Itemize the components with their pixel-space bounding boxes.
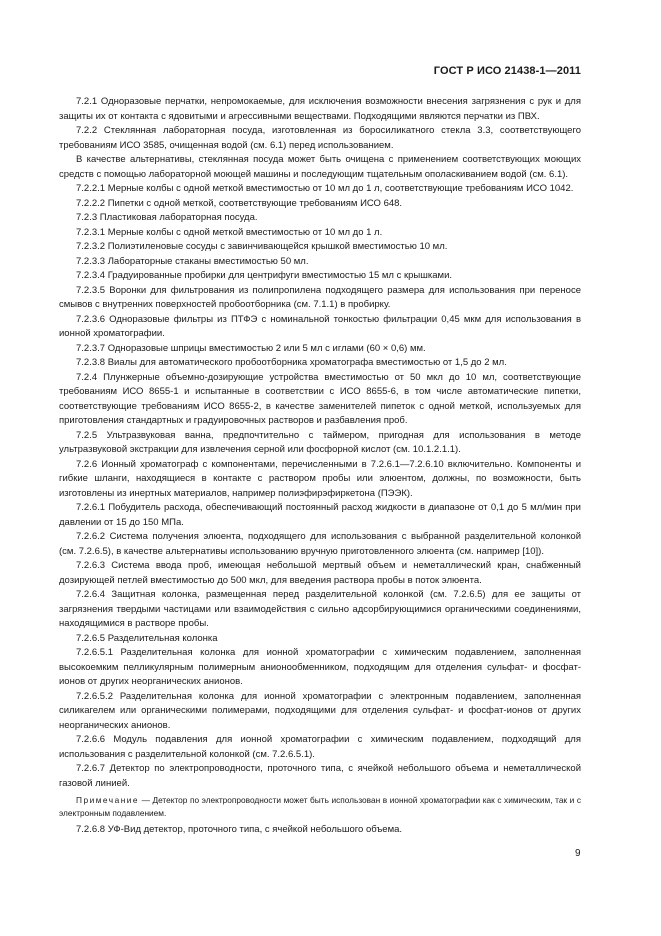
paragraph: 7.2.6.4 Защитная колонка, размещенная перед разделительной колонкой (см. 7.2.6.5) для ее защиты от загрязнения твердыми частицами или взаимодействия с сильно адсорбирующимися органическими соединениями, находящимися в растворе пробы.: [59, 589, 581, 629]
paragraph: 7.2.1 Одноразовые перчатки, непромокаемые, для исключения возможности внесения загрязнения с рук и для защиты их от контакта с ядовитыми и агрессивными веществами. Подходящими являются перчатки из ПВХ.: [59, 96, 581, 122]
note-lead: Примечание: [76, 795, 140, 805]
paragraph: 7.2.6.5.1 Разделительная колонка для ионной хроматографии с химическим подавлением, заполненная высокоемким пелликулярным полимерным анионообменником, подходящим для отделения сульфат- и фосфат-ионов от других неорганических анионов.: [59, 647, 581, 687]
paragraph: 7.2.6.5.2 Разделительная колонка для ионной хроматографии с электронным подавлением, заполненная силикагелем или органическими полимерами, подходящими для отделения сульфат- и фосфат-ионов от других неорганических анионов.: [59, 690, 581, 731]
paragraph: 7.2.6.7 Детектор по электропроводности, проточного типа, с ячейкой небольшого объема и неметаллической газовой линией.: [59, 763, 581, 789]
paragraph: 7.2.2.1 Мерные колбы с одной меткой вместимостью от 10 мл до 1 л, соответствующие требованиям ИСО 1042.: [76, 183, 574, 194]
paragraph: 7.2.3.4 Градуированные пробирки для центрифуги вместимостью 15 мл с крышками.: [76, 270, 453, 281]
note: [59, 794, 581, 819]
paragraph: 7.2.6.3 Система ввода проб, имеющая небольшой мертвый объем и неметаллический кран, снабженный дозирующей петлей вместимостью до 500 мкл, для введения раствора пробы в поток элюента.: [59, 560, 581, 586]
paragraph: 7.2.3.3 Лабораторные стаканы вместимостью 50 мл.: [76, 255, 309, 267]
paragraph: 7.2.5 Ультразвуковая ванна, предпочтительно с таймером, пригодная для использования в методе ультразвуковой экстракции для извлечения серной или фосфорной кислот (см. 10.1.2.1.1).: [59, 429, 581, 455]
paragraph: 7.2.4 Плунжерные объемно-дозирующие устройства вместимостью от 50 мкл до 10 мл, соответствующие требованиям ИСО 8655-1 и испытанные в соответствии с ИСО 8655-6, в том числе автоматические пипетки, соответствующие требованиям ИСО 8655-2, в качестве заменителей пипеток с одной меткой, используемых для приготовления стандартных и градуировочных растворов и разбавления проб.: [59, 371, 581, 426]
note-text: — Детектор по электропроводности может быть использован в ионной хроматографии как с химическим, так и с электронным подавлением.: [59, 795, 581, 818]
paragraph: 7.2.3 Пластиковая лабораторная посуда.: [76, 212, 258, 223]
paragraph: 7.2.6.2 Система получения элюента, подходящего для использования с выбранной разделительной колонкой (см. 7.2.6.5), в качестве альтернативы использованию вручную приготовленного элюента (см. например [10]).: [59, 531, 581, 557]
paragraph: 7.2.3.7 Одноразовые шприцы вместимостью 2 или 5 мл с иглами (60 × 0,6) мм.: [76, 342, 426, 354]
paragraph: 7.2.6.1 Побудитель расхода, обеспечивающий постоянный расход жидкости в диапазоне от 0,1 до 5 мл/мин при давлении от 15 до 150 МПа.: [59, 502, 581, 528]
paragraph: 7.2.6.6 Модуль подавления для ионной хроматографии с химическим подавлением, подходящий для использования с разделительной колонкой (см. 7.2.6.5.1).: [59, 734, 581, 760]
paragraph: В качестве альтернативы, стеклянная посуда может быть очищена с применением соответствующих моющих средств с помощью лабораторной моющей машины и последующим тщательным ополаскиванием водой (см. 6.1).: [59, 154, 581, 180]
document-header: ГОСТ Р ИСО 21438-1—2011: [433, 65, 581, 77]
paragraph: 7.2.3.6 Одноразовые фильтры из ПТФЭ с номинальной тонкостью фильтрации 0,45 мкм для использования в ионной хроматографии.: [59, 313, 581, 339]
document-body: [59, 95, 581, 838]
paragraph: 7.2.3.8 Виалы для автоматического пробоотборника хроматографа вместимостью от 1,5 до 2 мл.: [76, 357, 507, 368]
paragraph: 7.2.6 Ионный хроматограф с компонентами, перечисленными в 7.2.6.1—7.2.6.10 включительно. Компоненты и гибкие шланги, находящиеся в контакте с раствором пробы или элюентом, должны, по возможности, быть изготовлены из инертных материалов, например полиэфирэфиркетона (ПЭЭК).: [59, 458, 581, 499]
paragraph: 7.2.2.2 Пипетки с одной меткой, соответствующие требованиям ИСО 648.: [76, 197, 403, 209]
paragraph: 7.2.6.8 УФ-Вид детектор, проточного типа, с ячейкой небольшого объема.: [76, 824, 403, 835]
page-number: 9: [575, 848, 581, 859]
paragraph: 7.2.6.5 Разделительная колонка: [76, 632, 218, 644]
paragraph: 7.2.3.1 Мерные колбы с одной меткой вместимостью от 10 мл до 1 л.: [76, 226, 383, 238]
paragraph: 7.2.3.5 Воронки для фильтрования из полипропилена подходящего размера для использования при переносе смывов с внутренних поверхностей пробоотборника (см. 7.1.1) в пробирку.: [59, 284, 581, 310]
paragraph: 7.2.3.2 Полиэтиленовые сосуды с завинчивающейся крышкой вместимостью 10 мл.: [76, 241, 448, 252]
paragraph: 7.2.2 Стеклянная лабораторная посуда, изготовленная из боросиликатного стекла 3.3, соответствующего требованиям ИСО 3585, очищенная водой (см. 6.1) перед использованием.: [59, 125, 581, 151]
